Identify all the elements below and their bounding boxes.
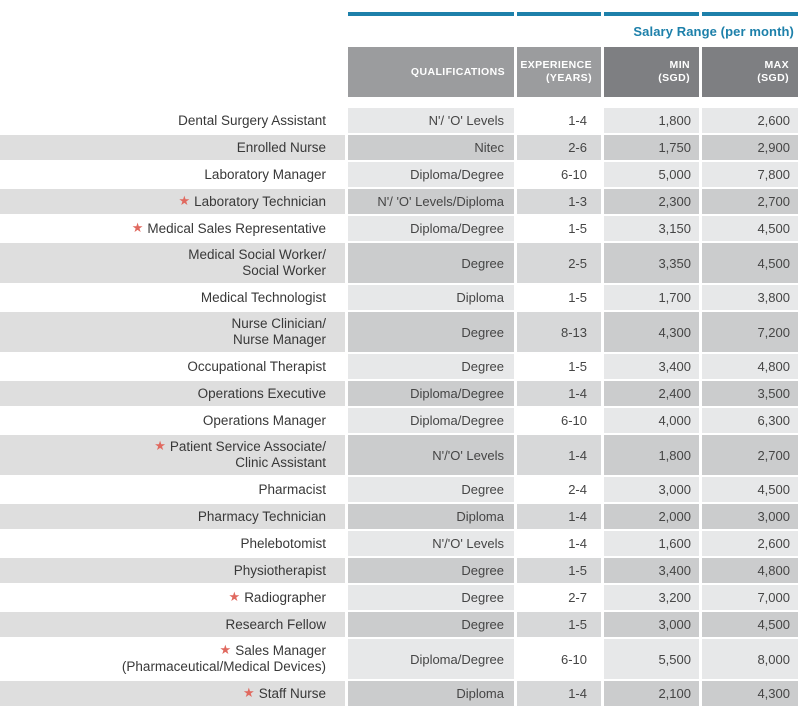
job-title-line: Pharmacy Technician: [197, 508, 326, 524]
job-title-line: Nurse Clinician/: [231, 316, 326, 331]
experience-cell: 1-5: [517, 285, 601, 310]
job-title: [122, 643, 326, 675]
job-title-line: ★ Radiographer: [228, 588, 326, 605]
column-header-label: (YEARS): [546, 72, 592, 84]
qualifications-cell: Diploma/Degree: [348, 639, 514, 679]
star-icon: ★: [228, 588, 241, 604]
max-salary-cell: 7,800: [702, 162, 798, 187]
min-salary-cell: 5,500: [604, 639, 699, 679]
experience-cell: 1-5: [517, 354, 601, 379]
qualifications-cell: Diploma/Degree: [348, 408, 514, 433]
job-title-line: (Pharmaceutical/Medical Devices): [121, 659, 326, 674]
min-salary-cell: 1,600: [604, 531, 699, 556]
max-salary-cell: 2,700: [702, 435, 798, 475]
job-title-cell: [0, 162, 345, 187]
job-title: [234, 563, 326, 579]
experience-cell: 1-3: [517, 189, 601, 214]
job-title: [203, 413, 326, 429]
experience-cell: 2-4: [517, 477, 601, 502]
column-header-label: QUALIFICATIONS: [410, 65, 505, 78]
min-salary-cell: 3,000: [604, 477, 699, 502]
job-title-cell: [0, 135, 345, 160]
max-salary-cell: 4,500: [702, 243, 798, 283]
star-icon: ★: [131, 219, 144, 235]
min-salary-cell: 1,700: [604, 285, 699, 310]
experience-cell: 1-5: [517, 558, 601, 583]
accent-bar-segment: [348, 12, 514, 16]
job-title-line: Medical Technologist: [200, 289, 326, 305]
min-salary-cell: 1,800: [604, 435, 699, 475]
min-salary-cell: 3,150: [604, 216, 699, 241]
experience-cell: 6-10: [517, 162, 601, 187]
star-icon: ★: [219, 642, 232, 657]
salary-range-title: Salary Range (per month): [633, 24, 794, 39]
experience-cell: 2-5: [517, 243, 601, 283]
qualifications-cell: Degree: [348, 558, 514, 583]
max-salary-cell: 4,500: [702, 216, 798, 241]
job-title-line: Nurse Manager: [232, 332, 326, 347]
job-title-line: ★ Patient Service Associate/: [154, 438, 326, 454]
job-title-cell: [0, 435, 345, 475]
job-title-line: Pharmacist: [258, 481, 326, 497]
job-title: [237, 140, 326, 156]
experience-cell: 2-6: [517, 135, 601, 160]
job-title-cell: [0, 504, 345, 529]
qualifications-cell: N'/ 'O' Levels/Diploma: [348, 189, 514, 214]
job-title-line: ★ Medical Sales Representative: [131, 219, 326, 236]
job-title-cell: [0, 354, 345, 379]
qualifications-cell: Diploma/Degree: [348, 216, 514, 241]
accent-bar-segment: [702, 12, 798, 16]
column-header-label: MIN: [669, 59, 690, 71]
column-header-experience: [517, 47, 601, 97]
job-title-cell: [0, 189, 345, 214]
column-header-label: EXPERIENCE: [520, 59, 592, 71]
max-salary-cell: 7,200: [702, 312, 798, 352]
job-title-cell: [0, 216, 345, 241]
column-header-label: (SGD): [757, 72, 789, 84]
column-header-max: [702, 47, 798, 97]
job-title-cell: [0, 612, 345, 637]
job-title: [229, 590, 326, 606]
column-header-qualifications: [348, 47, 514, 97]
experience-cell: 1-4: [517, 531, 601, 556]
max-salary-cell: 6,300: [702, 408, 798, 433]
max-salary-cell: 2,600: [702, 108, 798, 133]
min-salary-cell: 4,000: [604, 408, 699, 433]
job-title: [132, 221, 326, 237]
min-salary-cell: 1,750: [604, 135, 699, 160]
job-title-cell: [0, 108, 345, 133]
job-title: [243, 686, 326, 702]
experience-cell: 6-10: [517, 408, 601, 433]
qualifications-cell: Degree: [348, 354, 514, 379]
min-salary-cell: 2,000: [604, 504, 699, 529]
job-title-line: ★ Laboratory Technician: [178, 192, 326, 209]
job-title: [198, 386, 326, 402]
job-title: [178, 113, 326, 129]
min-salary-cell: 3,400: [604, 558, 699, 583]
max-salary-cell: 3,000: [702, 504, 798, 529]
experience-cell: 1-5: [517, 612, 601, 637]
min-salary-cell: 4,300: [604, 312, 699, 352]
min-salary-cell: 1,800: [604, 108, 699, 133]
job-title-line: ★ Staff Nurse: [243, 684, 326, 701]
job-title-cell: [0, 585, 345, 610]
qualifications-cell: Diploma: [348, 681, 514, 706]
max-salary-cell: 3,500: [702, 381, 798, 406]
star-icon: ★: [154, 438, 166, 453]
job-title: [179, 194, 327, 210]
experience-cell: 6-10: [517, 639, 601, 679]
max-salary-cell: 8,000: [702, 639, 798, 679]
qualifications-cell: N'/'O' Levels: [348, 531, 514, 556]
job-title-cell: [0, 408, 345, 433]
qualifications-cell: N'/'O' Levels: [348, 435, 514, 475]
job-title-line: Clinic Assistant: [235, 455, 326, 470]
job-title-cell: [0, 558, 345, 583]
min-salary-cell: 3,000: [604, 612, 699, 637]
job-title-cell: [0, 243, 345, 283]
qualifications-cell: Diploma: [348, 285, 514, 310]
job-title: [240, 536, 326, 552]
job-title-cell: [0, 531, 345, 556]
column-header-label: MAX: [764, 59, 789, 71]
accent-bar-segment: [604, 12, 699, 16]
min-salary-cell: 2,400: [604, 381, 699, 406]
job-title: [204, 167, 326, 183]
qualifications-cell: Nitec: [348, 135, 514, 160]
column-header-min: [604, 47, 699, 97]
max-salary-cell: 4,500: [702, 477, 798, 502]
experience-cell: 8-13: [517, 312, 601, 352]
job-title-cell: [0, 681, 345, 706]
job-title-cell: [0, 477, 345, 502]
experience-cell: 1-4: [517, 435, 601, 475]
max-salary-cell: 2,700: [702, 189, 798, 214]
job-title-cell: [0, 312, 345, 352]
job-title-line: Operations Executive: [197, 385, 326, 401]
job-title: [201, 290, 326, 306]
job-title: [258, 482, 326, 498]
job-title-line: Phelebotomist: [240, 535, 326, 551]
experience-cell: 1-4: [517, 108, 601, 133]
experience-cell: 1-5: [517, 216, 601, 241]
job-title-line: Enrolled Nurse: [236, 139, 326, 155]
job-title-cell: [0, 639, 345, 679]
min-salary-cell: 5,000: [604, 162, 699, 187]
table-header: [0, 12, 798, 97]
column-header-label: (SGD): [658, 72, 690, 84]
salary-table-body: [0, 108, 798, 706]
job-title: [225, 617, 326, 633]
job-title-line: Operations Manager: [202, 412, 326, 428]
job-title-line: Laboratory Manager: [204, 166, 326, 182]
max-salary-cell: 4,300: [702, 681, 798, 706]
min-salary-cell: 3,200: [604, 585, 699, 610]
qualifications-cell: Degree: [348, 243, 514, 283]
qualifications-cell: Degree: [348, 477, 514, 502]
experience-cell: 2-7: [517, 585, 601, 610]
job-title-line: Medical Social Worker/: [188, 247, 326, 262]
job-title-line: Dental Surgery Assistant: [178, 112, 326, 128]
qualifications-cell: N'/ 'O' Levels: [348, 108, 514, 133]
qualifications-cell: Degree: [348, 312, 514, 352]
max-salary-cell: 4,800: [702, 558, 798, 583]
max-salary-cell: 7,000: [702, 585, 798, 610]
qualifications-cell: Diploma: [348, 504, 514, 529]
job-title: [198, 509, 326, 525]
job-title-line: ★ Sales Manager: [219, 642, 326, 658]
accent-bar-segment: [517, 12, 601, 16]
job-title-cell: [0, 285, 345, 310]
job-title: [231, 316, 326, 348]
qualifications-cell: Diploma/Degree: [348, 162, 514, 187]
min-salary-cell: 2,100: [604, 681, 699, 706]
job-title-line: Research Fellow: [225, 616, 326, 632]
job-title-line: Social Worker: [242, 263, 326, 278]
experience-cell: 1-4: [517, 504, 601, 529]
max-salary-cell: 3,800: [702, 285, 798, 310]
job-title-cell: [0, 381, 345, 406]
qualifications-cell: Degree: [348, 612, 514, 637]
job-title: [154, 439, 326, 471]
qualifications-cell: Degree: [348, 585, 514, 610]
max-salary-cell: 4,500: [702, 612, 798, 637]
max-salary-cell: 4,800: [702, 354, 798, 379]
max-salary-cell: 2,900: [702, 135, 798, 160]
header-spacer: [0, 47, 345, 97]
star-icon: ★: [178, 192, 191, 208]
min-salary-cell: 3,400: [604, 354, 699, 379]
min-salary-cell: 2,300: [604, 189, 699, 214]
job-title-line: Physiotherapist: [233, 562, 326, 578]
job-title: [188, 247, 326, 279]
max-salary-cell: 2,600: [702, 531, 798, 556]
min-salary-cell: 3,350: [604, 243, 699, 283]
qualifications-cell: Diploma/Degree: [348, 381, 514, 406]
job-title: [187, 359, 326, 375]
job-title-line: Occupational Therapist: [187, 358, 326, 374]
experience-cell: 1-4: [517, 681, 601, 706]
star-icon: ★: [243, 684, 255, 700]
experience-cell: 1-4: [517, 381, 601, 406]
